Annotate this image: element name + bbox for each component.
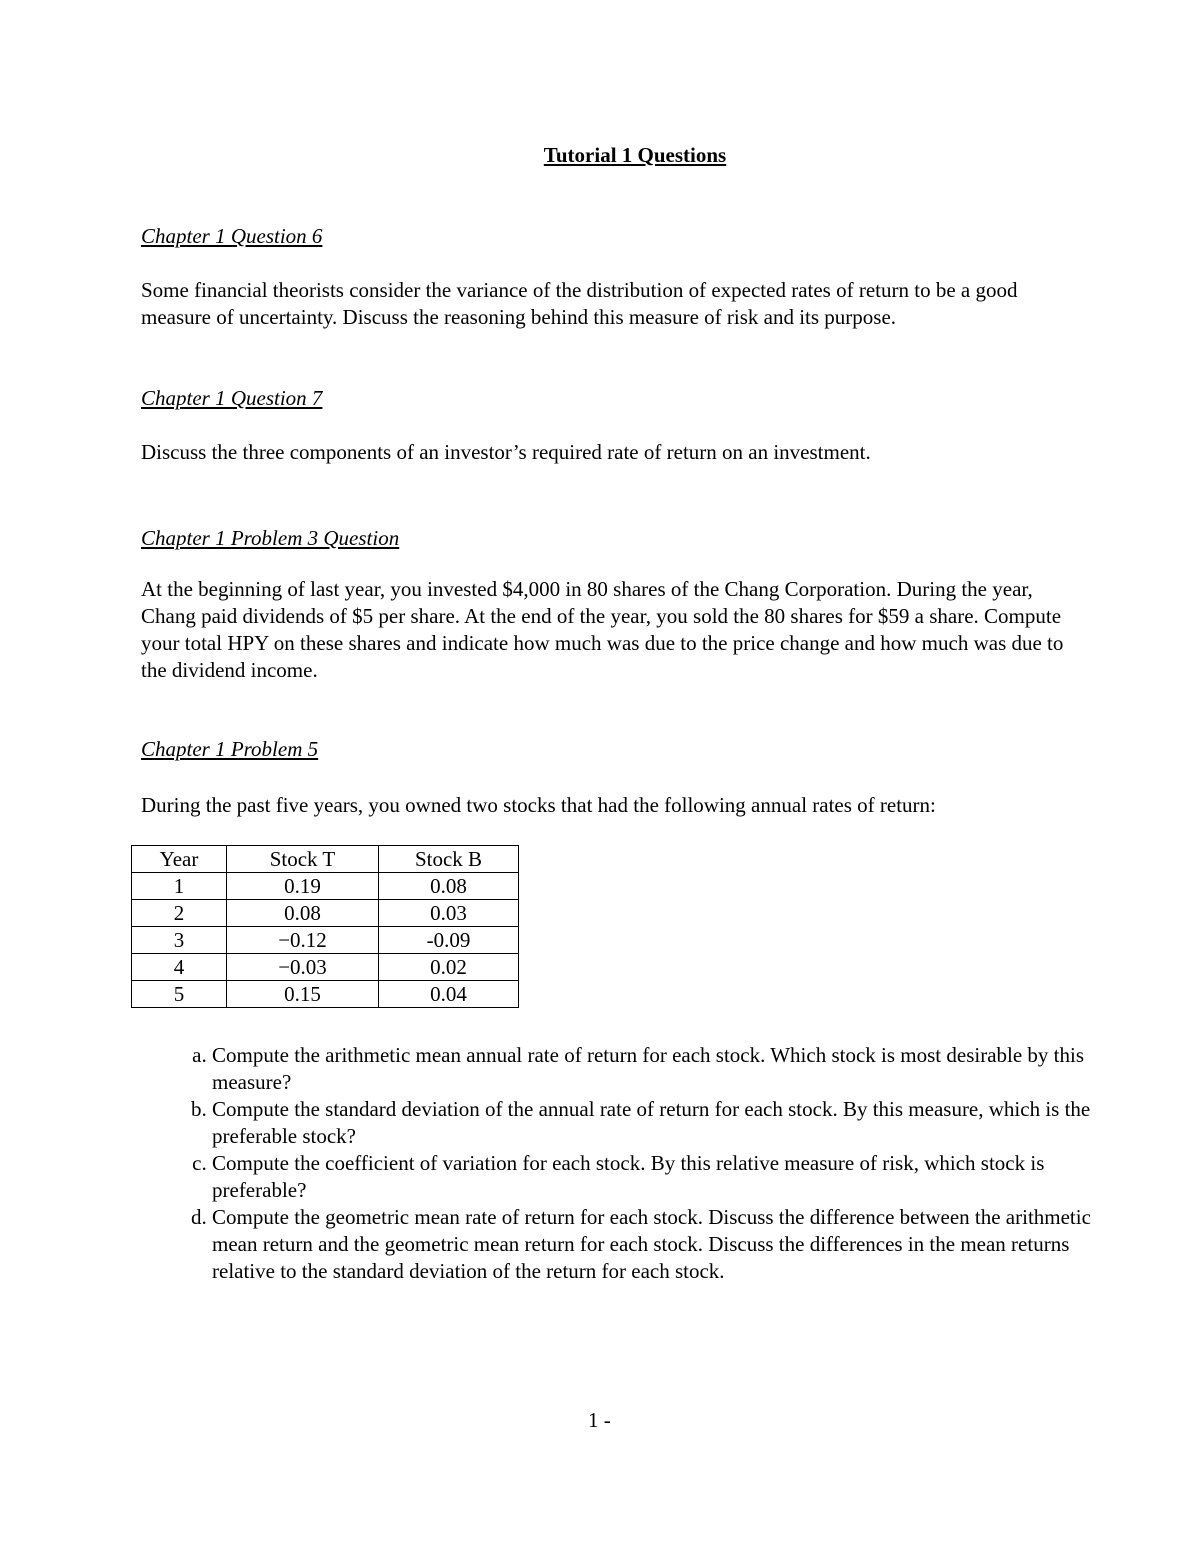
table-cell: -0.09: [379, 927, 519, 954]
table-row: [132, 927, 519, 954]
table-cell: 2: [132, 900, 227, 927]
subquestion-a: a. Compute the arithmetic mean annual rate of return for each stock. Which stock is most desirable by this measure?: [212, 1042, 1132, 1096]
table-cell: 0.02: [379, 954, 519, 981]
table-cell: 0.03: [379, 900, 519, 927]
section-text-p5: During the past five years, you owned two stocks that had the following annual rates of return:: [141, 793, 936, 817]
section-heading-p3: Chapter 1 Problem 3 Question: [141, 526, 400, 550]
table-row: [132, 900, 519, 927]
returns-table: [131, 845, 519, 1008]
table-row: [132, 954, 519, 981]
table-header-row: [132, 846, 519, 873]
table-row: [132, 873, 519, 900]
table-cell: 0.08: [227, 900, 379, 927]
table-cell: −0.03: [227, 954, 379, 981]
table-row: [132, 981, 519, 1008]
table-header-cell: Stock B: [379, 846, 519, 873]
subquestion-d: d. Compute the geometric mean rate of return for each stock. Discuss the difference between the arithmetic mean return and the geometric mean return for each stock. Discuss the differences in the mean returns relative to the standard deviation of the return for each stock.: [212, 1204, 1132, 1285]
subquestion-c: c. Compute the coefficient of variation for each stock. By this relative measure of risk, which stock is preferable?: [212, 1150, 1132, 1204]
table-header-cell: Stock T: [227, 846, 379, 873]
section-text-p3: At the beginning of last year, you invested $4,000 in 80 shares of the Chang Corporation. During the year, Chang paid dividends of $5 per share. At the end of the year, you sold the 80 shares for $59 a share. Compute your total HPY on these shares and indicate how much was due to the price change and how much was due to the dividend income.: [141, 577, 1064, 682]
table-cell: 0.04: [379, 981, 519, 1008]
table-cell: 5: [132, 981, 227, 1008]
page-number: 1 -: [588, 1408, 611, 1432]
section-text-q7: Discuss the three components of an investor’s required rate of return on an investment.: [141, 440, 871, 464]
table-header-cell: Year: [132, 846, 227, 873]
section-heading-q6: Chapter 1 Question 6: [141, 224, 323, 248]
table-cell: 4: [132, 954, 227, 981]
table-cell: 0.08: [379, 873, 519, 900]
table-cell: −0.12: [227, 927, 379, 954]
table-cell: 1: [132, 873, 227, 900]
section-heading-p5: Chapter 1 Problem 5: [141, 737, 319, 761]
subquestion-list: [141, 1042, 1132, 1285]
section-text-q6: Some financial theorists consider the variance of the distribution of expected rates of return to be a good measure of uncertainty. Discuss the reasoning behind this measure of risk and its purpose.: [141, 278, 1018, 329]
page-title: Tutorial 1 Questions: [543, 143, 727, 167]
table-cell: 0.15: [227, 981, 379, 1008]
subquestion-b: b. Compute the standard deviation of the annual rate of return for each stock. By this measure, which is the preferable stock?: [212, 1096, 1132, 1150]
table-cell: 3: [132, 927, 227, 954]
section-heading-q7: Chapter 1 Question 7: [141, 386, 323, 410]
table-cell: 0.19: [227, 873, 379, 900]
